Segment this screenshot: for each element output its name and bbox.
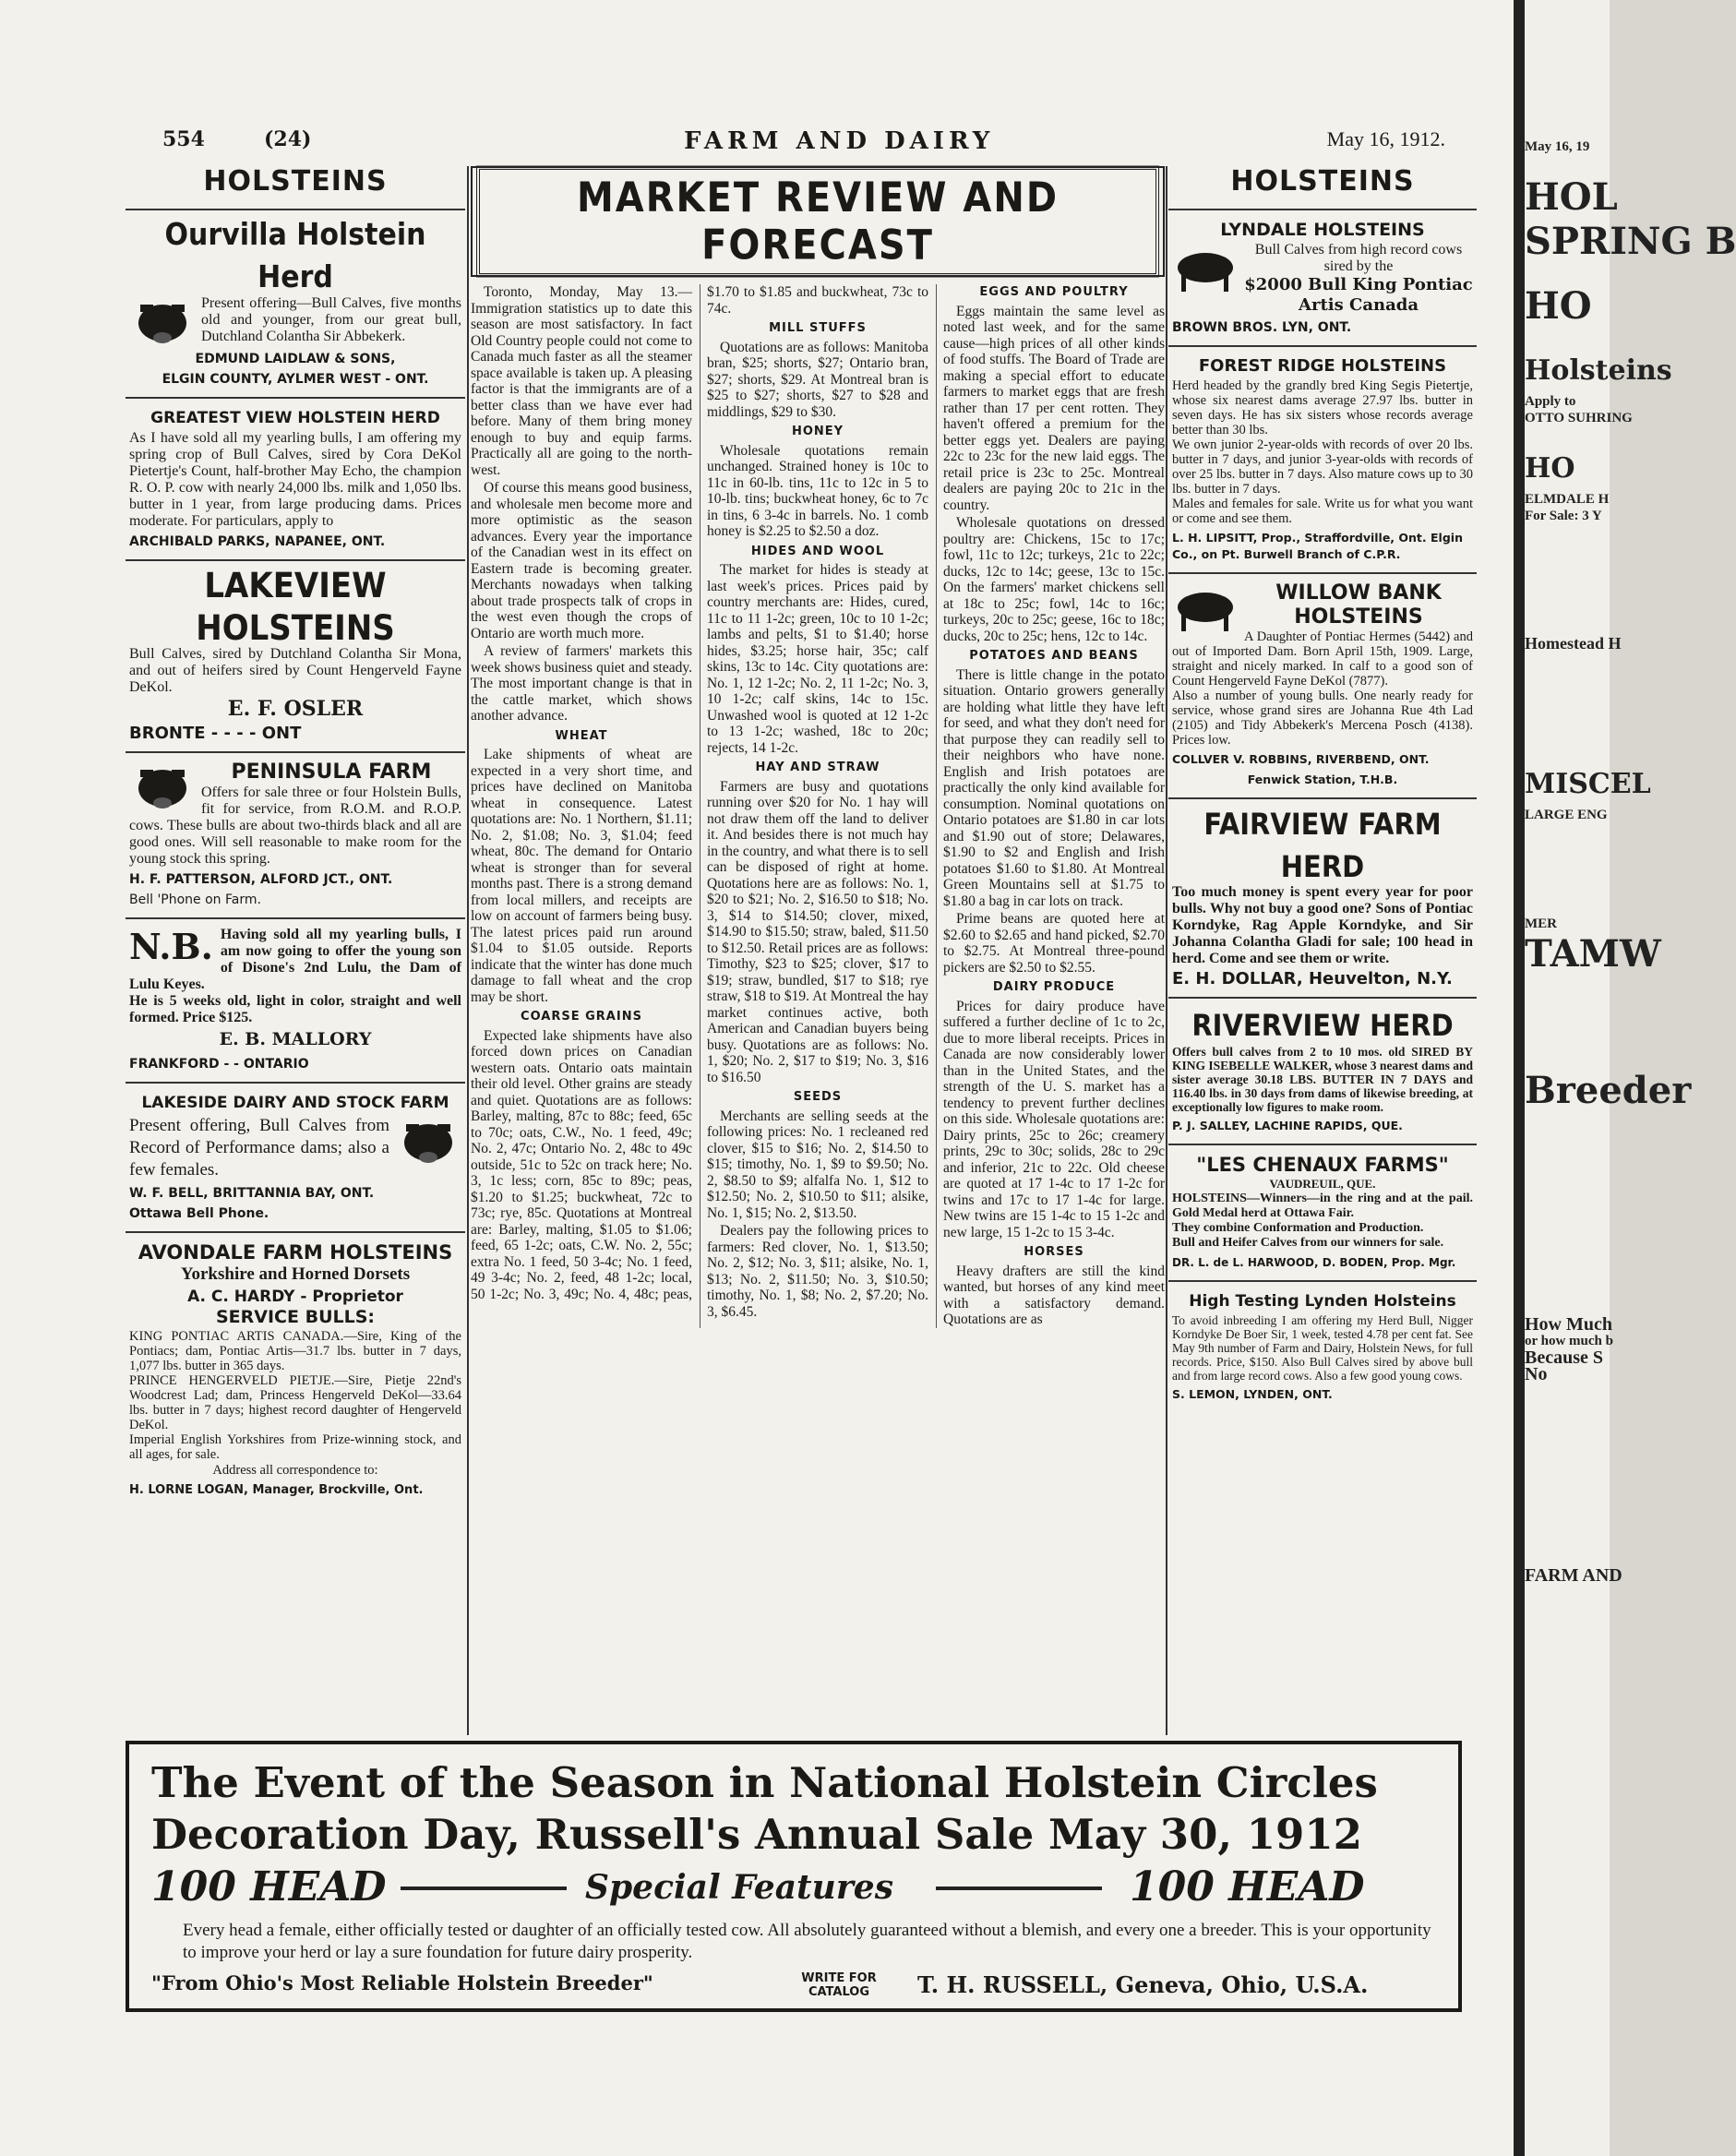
ad-body: Imperial English Yorkshires from Prize-winning stock, and all ages, for sale. — [129, 1432, 461, 1462]
ad-title: AVONDALE FARM HOLSTEINS — [138, 1241, 453, 1264]
ad-sig: W. F. BELL, BRITTANNIA BAY, ONT. — [129, 1186, 375, 1201]
subhead: POTATOES AND BEANS — [969, 649, 1139, 663]
ad-avondale — [126, 1233, 465, 1508]
ad-body: As I have sold all my yearling bulls, I am offering my spring crop of Bull Calves, sired by Cora DeKol Pietertje's Count, half-brother May Echo, the champion R. O. P. cow with nearly 24,000 lbs. milk and 1,050 lbs. butter in 1 year, from large producing dams. Prices moderate. For particulars, apply to — [129, 430, 461, 529]
next-page-text: No — [1525, 1364, 1548, 1384]
ad-sig: EDMUND LAIDLAW & SONS, — [195, 352, 396, 366]
ad-owner: A. C. HARDY - Proprietor — [187, 1288, 403, 1306]
section-number: (24) — [264, 127, 312, 151]
right-column — [1168, 162, 1477, 1731]
market-banner — [471, 166, 1165, 277]
rule-line — [401, 1886, 567, 1890]
masthead: FARM AND DAIRY — [684, 127, 995, 155]
paragraph: There is little change in the potato situation. Ontario growers generally are holding what little they have left for seed, and what they don't need for that purpose they can readily sell to their neighbors who have none. English and Irish potatoes are practically the only kind available for consumption. Nominal quotations on Ontario potatoes are $1.80 in car lots and $1.90 out of store; Delawares, $1.90 to $2 and English and Irish potatoes $1.60 to $1.80. At Montreal Green Mountains sell at $1.75 to $1.80 a bag in car lots on track. — [943, 666, 1165, 909]
next-page-text: Breeder — [1525, 1069, 1692, 1112]
cow-icon — [1172, 242, 1237, 293]
section-heading: HOLSTEINS — [203, 165, 388, 198]
ad-sig: H. LORNE LOGAN, Manager, Brockville, Ont. — [129, 1483, 424, 1497]
ad-sig: Ottawa Bell Phone. — [129, 1206, 269, 1221]
ad-body: Present offering—Bull Calves, five months old and younger, from our great bull, Dutchland Colantha Sir Abbekerk. — [201, 295, 461, 344]
paragraph: Farmers are busy and quotations running over $20 for No. 1 hay will not draw them off the land to deliver it. And besides there is not much hay in the country, and what there is to sell can be disposed of right at home. Quotations here are as follows: No. 1, $20 to $21; No. 2, $16.50 to $18; No. 3, $14 to $14.50; clover, mixed, $14.90 to $15.50; straw, baled, $11.50 to $12.50. Retail prices are as follows: Timothy, $23 to $25; clover, $17 to $19; straw, bundled, $17 to $18; rye straw, $18 to $19. At Montreal the hay market continues active, both American and Canadian buyers being busy. Quotations are as follows: No. 1, $20; No. 2, $17 to $19; No. 3, $16 to $16.50 — [707, 778, 928, 1085]
ad-place: BRONTE - - - - ONT — [129, 724, 302, 743]
ad-body: PRINCE HENGERVELD PIETJE.—Sire, Pietje 22nd's Woodcrest Lad; dam, Princess Hengerveld DeKol—33.64 lbs. butter in 7 days; highest record daughter of Hengerveld DeKol. — [129, 1373, 461, 1432]
ad-body: To avoid inbreeding I am offering my Herd Bull, Nigger Korndyke De Boer Sir, 1 week, tested 4.78 per cent fat. See May 9th number of Farm and Dairy, Holstein News, for full records. Price, $150. Also Bull Calves sired by above bull and from large record cows. Also a few good young cows. — [1172, 1313, 1473, 1383]
ad-title: FOREST RIDGE HOLSTEINS — [1198, 356, 1447, 376]
paragraph: Quotations are as follows: Manitoba bran, $25; shorts, $27; Ontario bran, $27; shorts, $29. At Montreal bran is $25 to $27; shorts, $27 to $28 and middlings, $29 to $30. — [707, 339, 928, 420]
ad-lyndale — [1168, 210, 1477, 347]
ad-sig: T. H. RUSSELL, Geneva, Ohio, U.S.A. — [917, 1971, 1369, 1998]
subhead: SEEDS — [793, 1090, 843, 1104]
paragraph: Merchants are selling seeds at the following prices: No. 1 recleaned red clover, $15 to $16; No. 2, $14.50 to $15; timothy, No. 1, $9 to $9.50; No. 2, $8.50 to $9; alfalfa No. 1, $12 to $12.50; No. 2, $10.50 to $11; alsike, No. 1, $15; No. 2, $13.50. — [707, 1108, 928, 1221]
next-page-text: HO — [1525, 452, 1575, 485]
subhead: COARSE GRAINS — [521, 1010, 642, 1024]
ad-place: FRANKFORD - - ONTARIO — [129, 1057, 309, 1072]
market-title: MARKET REVIEW AND FORECAST — [476, 166, 1159, 278]
next-page-text: Homestead H — [1525, 634, 1622, 653]
next-page-text: Holsteins — [1525, 354, 1672, 387]
next-page-text: Because S — [1525, 1348, 1603, 1368]
ad-title: "LES CHENAUX FARMS" — [1196, 1154, 1449, 1176]
ad-name: E. F. OSLER — [227, 697, 364, 721]
ad-les-chenaux — [1168, 1145, 1477, 1282]
ad-body: Bull and Heifer Calves from our winners for sale. — [1172, 1236, 1444, 1250]
ad-sig: H. F. PATTERSON, ALFORD JCT., ONT. — [129, 872, 393, 887]
next-page-date: May 16, 19 — [1525, 139, 1590, 154]
ad-body: Herd headed by the grandly bred King Segis Pietertje, whose six nearest dams average 27.97 lbs. butter in seven days. He has six sisters whose records average better than 30 lbs. — [1172, 378, 1473, 437]
section-heading: HOLSTEINS — [1230, 165, 1415, 198]
next-page-text: ELMDALE H — [1525, 492, 1610, 507]
ad-lakeview — [126, 561, 465, 753]
ad-sig: ARCHIBALD PARKS, NAPANEE, ONT. — [129, 534, 386, 549]
ad-sig: Bell 'Phone on Farm. — [129, 892, 261, 907]
page-number: 554 — [162, 127, 205, 151]
paragraph: Prices for dairy produce have suffered a further decline of 1c to 2c, due to more liberal receipts. Prices in Canada are now considerably lower than in the United States, and the strength of the U. S. market has a tendency to prevent further declines on this side. Wholesale quotations are: Dairy prints, 25c to 26c; creamery prints, 29c to 30c; solids, 28c to 29c and inferior, 21c to 22c. Old cheese are quoted at 17 1-4c to 17 1-2c for twins and 17c to 17 1-4c for large. New twins are 15 1-4c to 15 1-2c and new large, 15 1-2c to 15 3-4c. — [943, 998, 1165, 1240]
ad-body: Bull Calves, sired by Dutchland Colantha Sir Mona, and out of heifers sired by Count Hengerveld Fayne DeKol. — [129, 646, 461, 695]
next-page-text: HO — [1525, 284, 1592, 328]
paragraph: Expected lake shipments have also forced down prices on Canadian western oats. Ontario oats maintain their old level. Other grains are steady and quiet. Quotations are as follows: Barley, malting, 87c to 88c; feed, 65c to 70c; oats, C.W., No. 1 feed, 49c; No. 2, 47c; Ontario No. 2, 48c to 49c outside, 51c to 52c on track here; No. 3, 1c less; corn, 85c to 89c; peas, $1.20 to $1.25; buckwheat, 72c to 73c; rye, 85c. Quotations at Montreal are: Barley, malting, $1.05 to $1.06; feed, 65 1-2c; oats, C.W. No. 2, 55c; extra No. 1 feed, 50 3-4c; No. 1 feed, 49 3-4c; No. 2, feed, 48 1-2c; local, 50 1-2c; No. 3, 49c; No. 4, 48c; peas, $1.70 to $1.85 and buckwheat, 73c to 74c. — [471, 284, 928, 1302]
ad-body: Every head a female, either officially tested or daughter of an officially tested cow. All absolutely guaranteed without a blemish, and every one a breeder. This is your opportunity to improve your herd or lay a sure foundation for future dairy prosperity. — [183, 1921, 1431, 1962]
next-page-edge — [1525, 0, 1736, 2156]
next-page-text: LARGE ENG — [1525, 808, 1608, 822]
paragraph: Eggs maintain the same level as noted last week, and for the same cause—high prices of all other kinds of food stuffs. The Board of Trade are making a special effort to educate farmers to market eggs that are fresh rather than 17 per cent rotten. They haven't offered a premium for the better eggs yet. Dealers are paying 22c to 23c for the new laid eggs. The retail price is 23c to 25c. Montreal dealers are paying 20c to 21c in the country. — [943, 303, 1165, 513]
ad-body: He is 5 weeks old, light in color, straight and well formed. Price $125. — [129, 993, 461, 1025]
ad-greatest-view — [126, 399, 465, 561]
ad-title: LYNDALE HOLSTEINS — [1220, 220, 1425, 240]
ad-body: Present offering, Bull Calves from Record of Performance dams; also a few females. — [129, 1116, 389, 1180]
paragraph: The market for hides is steady at last week's prices. Prices paid by country merchants are: Hides, cured, 11c to 11 1-2c; green, 10c to 10 1-2c; lambs and pelts, $1 to $1.40; horse hides, $3.25; horse hair, 35c; calf skins, 13c to 14c. City quotations are: No. 1, 12 1-2c; No. 2, 11 1-2c; No. 3, 10 1-2c; calf skins, 14c to 15c. Unwashed wool is quoted at 12 1-2c to 13 1-2c; washed, 18c to 20c; rejects, 14 1-2c. — [707, 562, 928, 756]
ad-body: Also a number of young bulls. One nearly ready for service, whose grand sires are Johanna Rue 4th Lad (2105) and Tidy Abbekerk's Mercena Posch (4138). Prices low. — [1172, 689, 1473, 748]
subhead: HIDES AND WOOL — [750, 544, 885, 558]
next-page-text: HOL — [1525, 175, 1618, 219]
next-page-text: OTTO SUHRING — [1525, 411, 1633, 425]
ad-sig: Fenwick Station, T.H.B. — [1247, 773, 1398, 786]
special-features: Special Features — [585, 1868, 893, 1907]
column-rule — [1166, 166, 1167, 1735]
ad-body: We own junior 2-year-olds with records of over 20 lbs. butter in 7 days, and junior 3-year-olds with records of over 25 lbs. butter in 7 days. Also mature cows up to 30 lbs. butter in 7 days. — [1172, 437, 1473, 497]
ad-sig: COLLVER V. ROBBINS, RIVERBEND, ONT. — [1172, 752, 1430, 766]
ad-sig: S. LEMON, LYNDEN, ONT. — [1172, 1387, 1333, 1401]
ad-body: They combine Conformation and Production. — [1172, 1221, 1424, 1235]
head-count-right: 100 HEAD — [1130, 1863, 1365, 1910]
ad-forest-ridge — [1168, 347, 1477, 574]
next-page-text: TAMW — [1525, 932, 1661, 976]
ad-place: VAUDREUIL, QUE. — [1269, 1177, 1376, 1191]
ad-name: E. B. MALLORY — [219, 1029, 372, 1049]
next-page-text: FARM AND — [1525, 1565, 1622, 1586]
paragraph: Of course this means good business, and wholesale men become more and more optimistic as the season advances. Every year the importance of the Canadian west in its effect on Eastern trade is becoming greater. Merchants nowadays when talking about trade prospects talk of crops in the west even though the crops of Ontario are worth much more. — [471, 480, 692, 641]
ad-fairview — [1168, 799, 1477, 999]
ad-nb — [126, 919, 465, 1084]
ad-title: GREATEST VIEW HOLSTEIN HERD — [150, 409, 440, 427]
ad-sig: ELGIN COUNTY, AYLMER WEST - ONT. — [162, 372, 429, 387]
ad-sig: BROWN BROS. LYN, ONT. — [1172, 320, 1352, 335]
market-review — [471, 162, 1165, 1731]
ad-subtitle: Yorkshire and Horned Dorsets — [180, 1264, 411, 1284]
ad-title: Ourvilla Holstein Herd — [164, 217, 426, 295]
ad-riverview — [1168, 999, 1477, 1145]
next-page-text: MER — [1525, 916, 1557, 931]
ad-sig: E. H. DOLLAR, Heuvelton, N.Y. — [1172, 969, 1453, 988]
page-header — [162, 127, 1445, 155]
paragraph: Heavy drafters are still the kind wanted, but horses of any kind meet with a satisfactory demand. Quotations are as — [943, 1263, 1165, 1327]
ad-body: Address all correspondence to: — [212, 1463, 378, 1478]
ad-body: Bull Calves from high record cows sired by the — [1254, 242, 1463, 274]
paragraph: Lake shipments of wheat are expected in a very short time, and prices have declined on Manitoba wheat in consequence. Latest quotations are: No. 1 Northern, $1.11; No. 2, $1.08; No. 3, $1.04; feed wheat, 80c. The demand for Ontario wheat is stronger than for several months past. There is a strong demand from local millers, and receipts are low on account of farmers being busy. The latest prices paid run around $1.04 to $1.05 outside. Reports indicate that the winter has done much damage to fall wheat and the crop may be short. — [471, 747, 692, 1005]
russell-sale-ad — [126, 1741, 1462, 2012]
left-section-title — [126, 162, 465, 210]
ad-footer — [151, 1971, 1436, 2005]
ad-peninsula — [126, 753, 465, 919]
ad-sig: DR. L. de L. HARWOOD, D. BODEN, Prop. Mgr. — [1172, 1256, 1456, 1269]
cow-head-icon — [129, 761, 194, 812]
cow-icon — [1172, 581, 1237, 633]
slogan: "From Ohio's Most Reliable Holstein Breeder" — [151, 1971, 653, 1994]
ad-body: Offers bull calves from 2 to 10 mos. old SIRED BY KING ISEBELLE WALKER, whose 3 nearest dams and sister average 30.18 LBS. BUTTER IN 7 DAYS and 116.40 lbs. in 30 days from dams of likewise breeding, at exceptionally low figures to make room. — [1172, 1045, 1473, 1114]
next-page-text: SPRING B — [1525, 220, 1736, 263]
ad-title: WILLOW BANK HOLSTEINS — [1275, 581, 1442, 629]
ad-sig: P. J. SALLEY, LACHINE RAPIDS, QUE. — [1172, 1119, 1403, 1132]
ad-willow-bank — [1168, 574, 1477, 799]
ad-lakeside — [126, 1084, 465, 1233]
ad-service: SERVICE BULLS: — [215, 1307, 375, 1327]
next-page-text: or how much b — [1525, 1334, 1613, 1348]
write-for-catalog: WRITE FOR CATALOG — [801, 1971, 877, 1999]
ad-title: RIVERVIEW HERD — [1191, 1008, 1454, 1043]
ad-body: A Daughter of Pontiac Hermes (5442) and out of Imported Dam. Born April 15th, 1909. Large, straight and nicely marked. In calf to a good son of Count Hengerveld Fayne DeKol (7877). — [1172, 629, 1473, 689]
nb-mark: N.B. — [129, 926, 213, 967]
paragraph: A review of farmers' markets this week shows business quiet and steady. The most important change is that in the cattle market, which shows another advance. — [471, 643, 692, 724]
subhead: EGGS AND POULTRY — [979, 285, 1129, 299]
subhead: MILL STUFFS — [769, 321, 867, 335]
next-page-text: Apply to — [1525, 394, 1576, 409]
ad-title: High Testing Lynden Holsteins — [1189, 1292, 1456, 1311]
right-section-title — [1168, 162, 1477, 210]
next-page-text: MISCEL — [1525, 768, 1651, 800]
subhead: HORSES — [1024, 1245, 1084, 1259]
rule-line — [936, 1886, 1102, 1890]
ad-title: LAKESIDE DAIRY AND STOCK FARM — [141, 1094, 449, 1112]
ad-body: KING PONTIAC ARTIS CANADA.—Sire, King of the Pontiacs; dam, Pontiac Artis—31.7 lbs. butter in 7 days, 1,077 lbs. butter in 365 days. — [129, 1329, 461, 1373]
ad-sig: L. H. LIPSITT, Prop., Straffordville, Ont. Elgin Co., on Pt. Burwell Branch of C.P.R. — [1172, 531, 1463, 561]
issue-date: May 16, 1912. — [1326, 127, 1445, 150]
ad-lynden — [1168, 1282, 1477, 1412]
ad-body: HOLSTEINS—Winners—in the ring and at the pail. Gold Medal herd at Ottawa Fair. — [1172, 1192, 1473, 1220]
subhead: DAIRY PRODUCE — [992, 980, 1116, 994]
ad-features-line — [151, 1861, 1436, 1914]
ad-title: PENINSULA FARM — [231, 761, 432, 784]
ad-body: Having sold all my yearling bulls, I am now going to offer the young son of Disone's 2nd Lulu, the Dam of Lulu Keyes. — [129, 927, 461, 992]
paragraph: Wholesale quotations remain unchanged. Strained honey is 10c to 11c in 60-lb. tins, 11c to 12c in 5 to 10-lb. tins; buckwheat honey, 6c to 7c in tins, 6 3-4c in barrels. No. 1 comb honey is $2.25 to $2.50 a doz. — [707, 442, 928, 539]
ad-emph: $2000 Bull King Pontiac Artis Canada — [1244, 275, 1473, 315]
ad-ourvilla — [126, 210, 465, 399]
subhead: WHEAT — [555, 728, 608, 743]
market-text — [471, 284, 1165, 1328]
paragraph: Prime beans are quoted here at $2.60 to $2.65 and hand picked, $2.70 to $2.75. At Montreal three-pound pickers are $2.50 to $2.55. — [943, 911, 1165, 976]
ad-title: LAKEVIEW HOLSTEINS — [196, 565, 395, 650]
left-column — [126, 162, 465, 1731]
ad-headline: The Event of the Season in National Holstein Circles — [151, 1758, 1378, 1807]
ad-title: FAIRVIEW FARM HERD — [1203, 807, 1442, 884]
paragraph: Dealers pay the following prices to farmers: Red clover, No. 1, $13.50; No. 2, $12; No. 3, $11; alsike, No. 1, $13; No. 2, $11.50; No. 3, $10.50; timothy, No. 1, $8; No. 2, $7.20; No. 3, $6.45. — [707, 1223, 928, 1320]
ad-body: Offers for sale three or four Holstein Bulls, fit for service, from R.O.M. and R.O.P. cows. These bulls are about two-thirds black and all are good ones. Will sell reasonable to make room for the young stock this spring. — [129, 785, 461, 867]
paragraph: Wholesale quotations on dressed poultry are: Chickens, 15c to 17c; fowl, 11c to 12c; turkeys, 21c to 22c; ducks, 12c to 14c; geese, 13c to 15c. On the farmers' market chickens sell at 18c to 25c; fowl, 14c to 16c; turkeys, 20c to 25c; geese, 16c to 18c; ducks, 20c to 25c; hens, 12c to 14c. — [943, 515, 1165, 644]
head-count-left: 100 HEAD — [151, 1863, 387, 1910]
subhead: HONEY — [791, 425, 844, 438]
ad-headline: Decoration Day, Russell's Annual Sale May 30, 1912 — [151, 1810, 1362, 1859]
ad-body: Males and females for sale. Write us for what you want or come and see them. — [1172, 497, 1473, 526]
ad-body: Too much money is spent every year for poor bulls. Why not buy a good one? Sons of Pontiac Korndyke, Rag Apple Korndyke, and Sir Johanna Colantha Gladi for sale; 100 head in herd. Come and see them or write. — [1172, 884, 1473, 966]
cow-head-icon — [397, 1115, 461, 1167]
next-page-text: For Sale: 3 Y — [1525, 509, 1602, 523]
subhead: HAY AND STRAW — [755, 761, 880, 774]
column-rule — [467, 166, 469, 1735]
next-page-text: How Much — [1525, 1314, 1612, 1335]
cow-head-icon — [129, 295, 194, 347]
paragraph: Toronto, Monday, May 13.—Immigration statistics up to date this season are most satisfactory. In fact Old Country people could not come to Canada much faster as all the steamer space available is taken up. A pleasing factor is that the immigrants are of a better class than we have ever had before. Many of them bring money enough to buy and equip farms. Practically all are going to the north-west. — [471, 284, 692, 478]
